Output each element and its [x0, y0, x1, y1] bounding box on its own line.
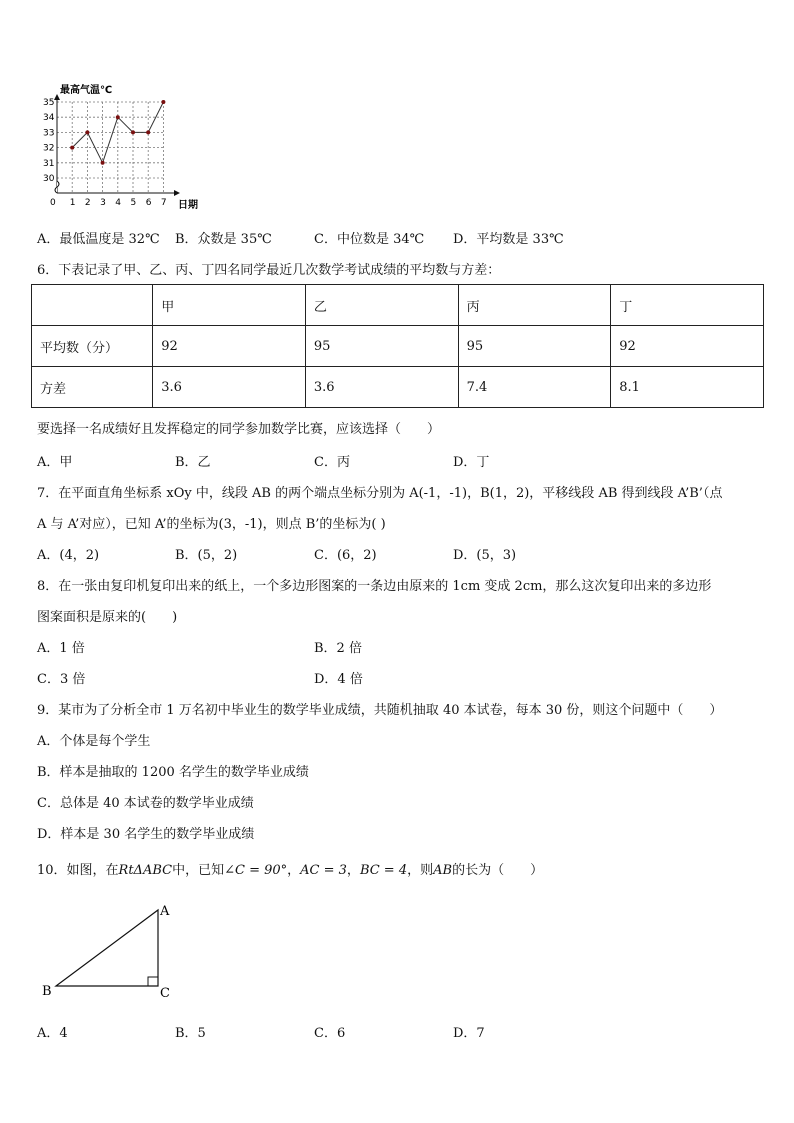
q8-option-b: B．2 倍 [314, 641, 362, 656]
q7-option-c: C．(6，2) [314, 548, 377, 563]
q6-option-d: D．丁 [453, 455, 490, 470]
x-axis-label: 日期 [178, 200, 198, 211]
vertex-label-a: A [160, 904, 170, 919]
y-tick-label: 31 [43, 158, 55, 169]
table-cell: 92 [153, 326, 306, 367]
table-cell: 8.1 [611, 367, 764, 408]
q10-stem-suffix: 的长为（ ） [452, 863, 544, 878]
q10-option-c: C．6 [314, 1026, 346, 1041]
q5-option-b: B．众数是 35℃ [175, 232, 272, 247]
table-cell: 3.6 [305, 367, 458, 408]
vertex-label-c: C [160, 986, 170, 1001]
q9-option-c: C．总体是 40 本试卷的数学毕业成绩 [37, 796, 254, 811]
q9-option-b: B．样本是抽取的 1200 名学生的数学毕业成绩 [37, 765, 309, 780]
table-cell: 95 [458, 326, 611, 367]
temperature-line-chart [40, 80, 220, 215]
q9-option-a: A．个体是每个学生 [37, 734, 151, 749]
q7-option-b: B．(5，2) [175, 548, 238, 563]
y-tick-label: 34 [43, 113, 55, 124]
x-axis-arrow [174, 190, 180, 196]
table-cell: 95 [305, 326, 458, 367]
y-tick-label: 32 [43, 143, 55, 154]
data-point [101, 161, 105, 165]
table-cell [32, 285, 153, 326]
q10-sep-1: ， [287, 863, 301, 878]
x-tick-label: 6 [145, 198, 152, 208]
table-row [32, 326, 764, 367]
q10-stem-mid-2: ，则 [407, 863, 434, 878]
x-tick-label: 0 [50, 198, 56, 208]
vertex-label-b: B [42, 984, 52, 999]
data-point [70, 146, 74, 150]
y-tick-label: 30 [43, 174, 55, 184]
q6-score-table [31, 284, 764, 408]
table-cell: 丁 [611, 285, 764, 326]
q10-angle: ∠C = 90° [224, 863, 288, 878]
q5-option-a: A．最低温度是 32℃ [37, 232, 160, 247]
q10-triangle-name: RtΔABC [118, 863, 173, 878]
q10-option-d: D．7 [453, 1026, 485, 1041]
triangle-shape [56, 910, 158, 986]
x-tick-label: 7 [160, 198, 167, 208]
q7-option-d: D．(5，3) [453, 548, 517, 563]
data-point [146, 130, 150, 134]
q6-stem: 6．下表记录了甲、乙、丙、丁四名同学最近几次数学考试成绩的平均数与方差： [37, 263, 501, 278]
q6-option-c: C．丙 [314, 455, 350, 470]
y-axis-break [55, 181, 59, 193]
table-cell: 7.4 [458, 367, 611, 408]
table-cell: 甲 [153, 285, 306, 326]
q10-option-b: B．5 [175, 1026, 206, 1041]
q10-stem-mid-1: 中，已知 [172, 863, 225, 878]
x-tick-label: 4 [115, 198, 122, 208]
data-point [116, 115, 120, 119]
table-cell: 92 [611, 326, 764, 367]
y-axis-label: 最高气温℃ [60, 85, 113, 96]
x-tick-label: 5 [130, 198, 137, 208]
table-row [32, 367, 764, 408]
q10-ab: AB [433, 863, 453, 878]
table-cell: 乙 [305, 285, 458, 326]
table-cell: 3.6 [153, 367, 306, 408]
q10-sep-2: ， [346, 863, 360, 878]
q6-question: 要选择一名成绩好且发挥稳定的同学参加数学比赛，应该选择（ ） [37, 422, 441, 437]
data-point [131, 130, 135, 134]
q9-option-d: D．样本是 30 名学生的数学毕业成绩 [37, 827, 255, 842]
q8-option-c: C．3 倍 [37, 672, 86, 687]
q5-option-c: C．中位数是 34℃ [314, 232, 425, 247]
q5-option-d: D．平均数是 33℃ [453, 232, 564, 247]
table-cell: 平均数（分） [32, 326, 153, 367]
y-tick-label: 35 [43, 98, 55, 108]
q10-stem [37, 859, 543, 878]
x-tick-label: 1 [69, 198, 76, 208]
q10-stem-prefix: 10．如图，在 [37, 863, 119, 878]
q7-line-1: 7．在平面直角坐标系 xOy 中，线段 AB 的两个端点坐标分别为 A(-1，-1)，B(1，2)，平移线段 AB 得到线段 A’B’（点 [37, 486, 723, 501]
x-tick-label: 3 [100, 198, 106, 208]
chart-axes [54, 94, 180, 196]
right-triangle-figure [36, 898, 186, 1006]
q10-option-a: A．4 [37, 1026, 68, 1041]
table-cell: 方差 [32, 367, 153, 408]
q9-stem: 9．某市为了分析全市 1 万名初中毕业生的数学毕业成绩，共随机抽取 40 本试卷，每本 30 份，则这个问题中（ ） [37, 703, 723, 718]
q6-option-b: B．乙 [175, 455, 211, 470]
q8-option-d: D．4 倍 [314, 672, 363, 687]
q10-bc: BC = 4 [359, 863, 408, 878]
table-cell: 丙 [458, 285, 611, 326]
y-tick-label: 33 [43, 128, 55, 139]
q8-line-1: 8．在一张由复印机复印出来的纸上，一个多边形图案的一条边由原来的 1cm 变成 2cm，那么这次复印出来的多边形 [37, 579, 712, 594]
q10-ac: AC = 3 [300, 863, 347, 878]
data-point [85, 130, 89, 134]
q8-option-a: A．1 倍 [37, 641, 85, 656]
q7-line-2: A 与 A’对应），已知 A’的坐标为(3，-1)，则点 B’的坐标为( ) [37, 517, 386, 532]
q6-option-a: A．甲 [37, 455, 73, 470]
table-header-row [32, 285, 764, 326]
data-point [161, 100, 165, 104]
x-tick-label: 2 [84, 198, 91, 208]
right-angle-mark [148, 977, 158, 986]
q8-line-2: 图案面积是原来的( ) [37, 610, 178, 625]
q7-option-a: A．(4，2) [37, 548, 100, 563]
